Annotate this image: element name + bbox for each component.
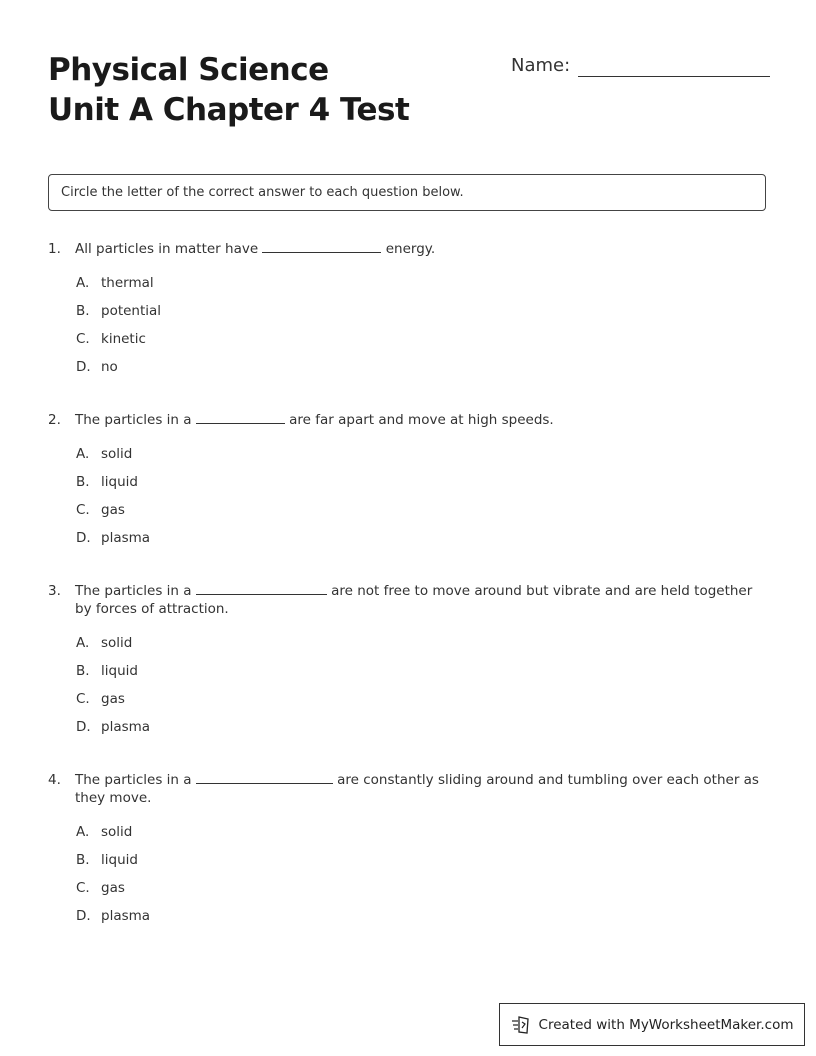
answer-options bbox=[76, 274, 768, 386]
question-text: The particles in a are far apart and move at high speeds. bbox=[75, 412, 554, 428]
question-1 bbox=[48, 240, 768, 386]
answer-blank[interactable] bbox=[196, 582, 327, 595]
question-4 bbox=[48, 771, 768, 935]
option-a[interactable]: A. solid bbox=[76, 824, 133, 840]
question-number: 1. bbox=[48, 241, 61, 257]
option-a[interactable]: A. solid bbox=[76, 446, 133, 462]
option-b[interactable]: B. liquid bbox=[76, 663, 138, 679]
answer-options bbox=[76, 445, 768, 557]
answer-options bbox=[76, 823, 768, 935]
option-d[interactable]: D. plasma bbox=[76, 530, 151, 546]
question-number: 2. bbox=[48, 412, 61, 428]
option-b[interactable]: B. liquid bbox=[76, 474, 138, 490]
question-text: The particles in a are not free to move around but vibrate and are held together by forces of attraction. bbox=[75, 583, 753, 617]
name-label: Name: bbox=[511, 55, 571, 76]
question-number: 3. bbox=[48, 583, 61, 599]
option-d[interactable]: D. plasma bbox=[76, 908, 151, 924]
question-2 bbox=[48, 411, 768, 557]
question-text: The particles in a are constantly sliding around and tumbling over each other as they move. bbox=[75, 772, 759, 806]
option-c[interactable]: C. gas bbox=[76, 691, 125, 707]
option-b[interactable]: B. liquid bbox=[76, 852, 138, 868]
worksheet-maker-logo-icon bbox=[511, 1015, 533, 1035]
option-b[interactable]: B. potential bbox=[76, 303, 162, 319]
answer-options bbox=[76, 634, 768, 746]
option-d[interactable]: D. no bbox=[76, 359, 118, 375]
question-3 bbox=[48, 582, 768, 746]
name-blank-line[interactable] bbox=[578, 52, 770, 77]
option-c[interactable]: C. kinetic bbox=[76, 331, 146, 347]
option-d[interactable]: D. plasma bbox=[76, 719, 151, 735]
title-line-2: Unit A Chapter 4 Test bbox=[48, 92, 410, 128]
page-title bbox=[48, 50, 409, 130]
footer-credit[interactable] bbox=[499, 1003, 805, 1046]
option-a[interactable]: A. solid bbox=[76, 635, 133, 651]
answer-blank[interactable] bbox=[196, 771, 333, 784]
footer-text: Created with MyWorksheetMaker.com bbox=[538, 1016, 794, 1033]
title-line-1: Physical Science bbox=[48, 52, 329, 88]
instructions-box: Circle the letter of the correct answer to each question below. bbox=[48, 174, 766, 211]
option-a[interactable]: A. thermal bbox=[76, 275, 154, 291]
question-number: 4. bbox=[48, 772, 61, 788]
answer-blank[interactable] bbox=[196, 411, 285, 424]
option-c[interactable]: C. gas bbox=[76, 502, 125, 518]
answer-blank[interactable] bbox=[262, 240, 381, 253]
name-field bbox=[511, 52, 770, 77]
question-text: All particles in matter have energy. bbox=[75, 241, 436, 257]
option-c[interactable]: C. gas bbox=[76, 880, 125, 896]
